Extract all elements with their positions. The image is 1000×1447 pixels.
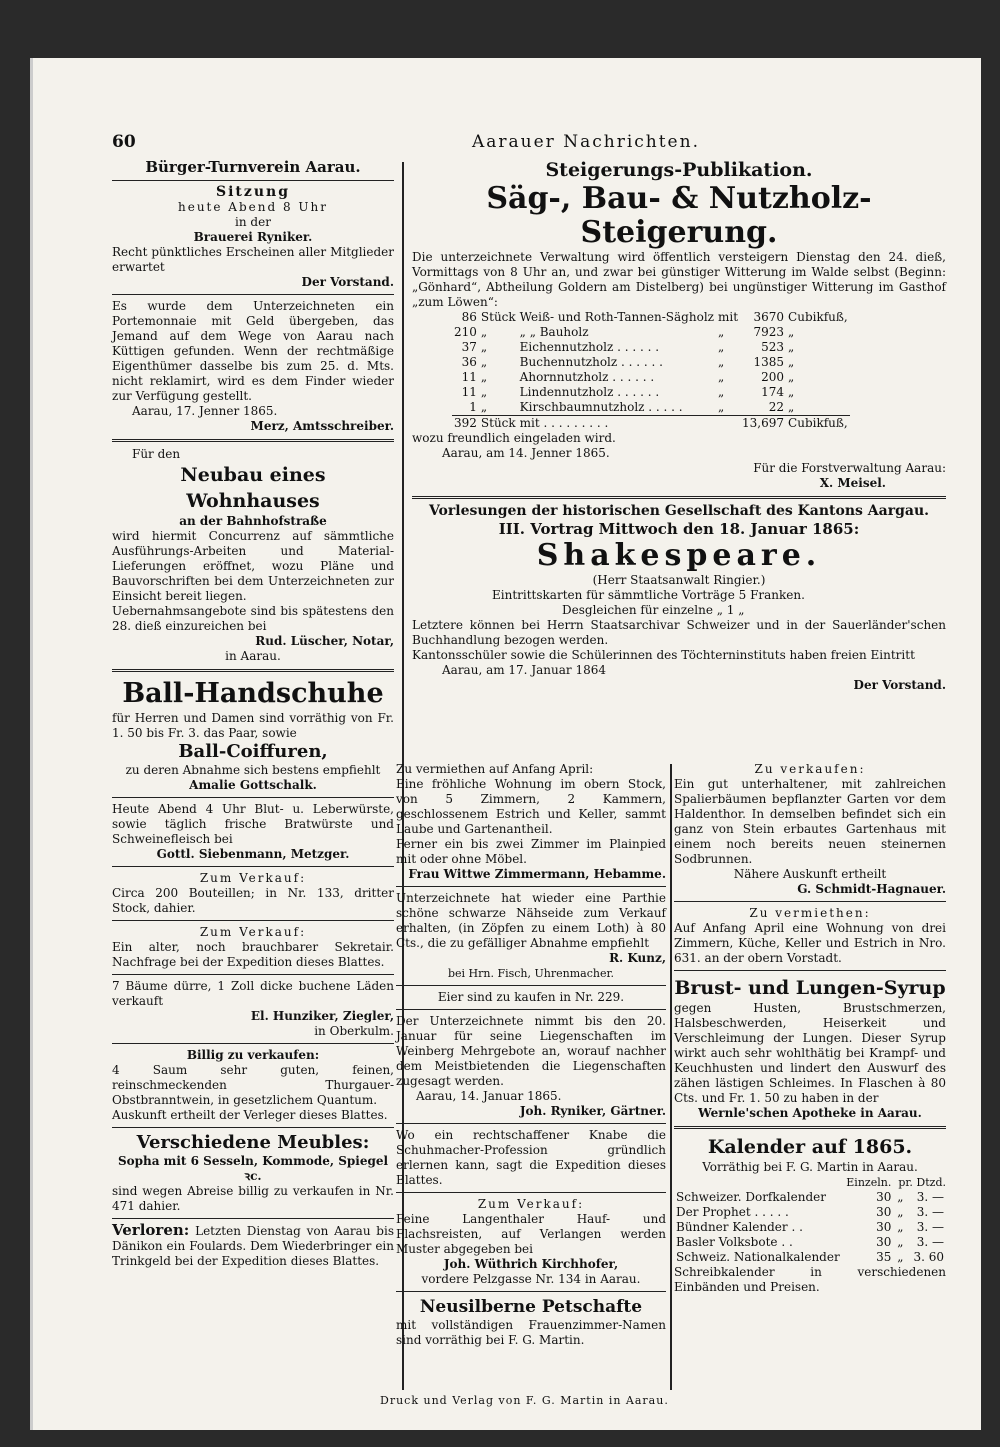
holz-cell-v: 3670	[753, 310, 785, 324]
kalender-cell-d: 3. —	[916, 1220, 944, 1234]
petschafte-title: Neusilberne Petschafte	[419, 1297, 643, 1317]
holz-cell-d: Lindennutzholz . . . . . .	[519, 385, 660, 399]
schuh-text: Wo ein rechtschaffener Knabe die Schuhmacher-Profession gründlich erlernen kann, sagt die Expedition dieses Blattes.	[396, 1128, 666, 1187]
kalender-cell-p: „	[897, 1190, 904, 1204]
petschafte-text: mit vollständigen Frauenzimmer-Namen sind vorräthig bei F. G. Martin.	[396, 1318, 666, 1347]
holz-cell-s: „	[480, 325, 488, 339]
ball-signature: Amalie Gottschalk.	[189, 778, 317, 792]
vermiethen-signature: Frau Wittwe Zimmermann, Hebamme.	[408, 867, 666, 881]
holz-cell-m: mit	[717, 310, 739, 324]
publikation-invite: wozu freundlich eingeladen wird.	[412, 431, 616, 445]
vorlesungen-subtitle: III. Vortrag Mittwoch den 18. Januar 1865:	[498, 520, 860, 538]
vorlesungen-date: Aarau, am 17. Januar 1864	[442, 663, 606, 677]
holz-cell-n: 36	[461, 355, 477, 369]
divider	[674, 970, 946, 971]
divider	[112, 294, 394, 295]
divider	[674, 901, 946, 902]
holz-cell-u: „	[788, 325, 795, 339]
holz-cell-v: 1385	[753, 355, 785, 369]
holz-total-row	[452, 416, 850, 432]
divider	[112, 1043, 394, 1044]
divider	[112, 974, 394, 975]
holz-cell-m: „	[717, 325, 725, 339]
ryniker-signature: Joh. Ryniker, Gärtner.	[519, 1104, 666, 1118]
kalender-row	[674, 1205, 946, 1220]
kalender-cell-name: Der Prophet . . . . .	[676, 1205, 789, 1219]
vorlesungen-main: Shakespeare.	[536, 538, 822, 573]
divider	[112, 797, 394, 798]
vermiethen2-text: Auf Anfang April eine Wohnung von drei Zimmern, Küche, Keller und Estrich in Nro. 631. an der obern Vorstadt.	[674, 921, 946, 965]
seide-text: Unterzeichnete hat wieder eine Parthie schöne schwarze Nähseide zum Verkauf erhalten, (in Zöpfen zu einem Loth) à 80 Cts., die zu gefälliger Abnahme empfiehlt	[396, 891, 666, 950]
kalender-table	[674, 1190, 946, 1265]
holz-cell-m: „	[717, 340, 725, 354]
turnverein-text: Recht pünktliches Erscheinen aller Mitglieder erwartet	[112, 245, 394, 274]
vermiethen2-title: Zu vermiethen:	[749, 906, 871, 920]
holz-cell-n: 37	[461, 340, 477, 354]
holz-cell-n: 210	[454, 325, 477, 339]
hanf-signature: Joh. Wüthrich Kirchhofer,	[443, 1257, 619, 1271]
kalender-title: Kalender auf 1865.	[707, 1136, 913, 1158]
kalender-head-dtzd: pr. Dtzd.	[898, 1176, 946, 1189]
publikation-sign2: X. Meisel.	[819, 476, 886, 490]
turnverein-time: heute Abend 8 Uhr	[178, 200, 328, 214]
kalender-cell-e: 30	[876, 1190, 892, 1204]
holz-cell-d: Weiß- und Roth-Tannen-Sägholz	[519, 310, 714, 324]
kalender-cell-name: Schweizer. Dorfkalender	[676, 1190, 826, 1204]
kalender-cell-p: „	[897, 1235, 904, 1249]
divider	[396, 1192, 666, 1193]
holz-cell-s: „	[480, 385, 488, 399]
kalender-row	[674, 1190, 946, 1205]
billig-title: Billig zu verkaufen:	[186, 1048, 320, 1062]
vorlesungen-eintritt: Kantonsschüler sowie die Schülerinnen des Töchterninstituts haben freien Eintritt	[412, 648, 915, 662]
column-rule-right	[670, 764, 672, 1390]
holz-cell-d: Eichennutzholz . . . . . .	[519, 340, 660, 354]
holz-cell-m: „	[717, 400, 725, 414]
divider	[396, 985, 666, 986]
verkauf2-text: Ein alter, noch brauchbarer Sekretair. Nachfrage bei der Expedition dieses Blattes.	[112, 940, 394, 969]
vorlesungen-bezug: Letztere können bei Herrn Staatsarchivar Schweizer und in der Sauerländer'schen Buchhandlung bezogen werden.	[412, 618, 946, 647]
billig-text2: Auskunft ertheilt der Verleger dieses Blattes.	[112, 1108, 388, 1122]
publikation-date: Aarau, am 14. Jenner 1865.	[442, 446, 610, 460]
page-header	[112, 132, 932, 154]
kalender-foot: Schreibkalender in verschiedenen Einbänden und Preisen.	[674, 1265, 946, 1294]
holz-row	[452, 370, 850, 385]
vorlesungen-einzeln: Desgleichen für einzelne „ 1 „	[562, 603, 745, 617]
column-right-bottom	[674, 762, 946, 1295]
holz-cell-u: „	[788, 355, 795, 369]
ball-text: für Herren und Damen sind vorräthig von Fr. 1. 50 bis Fr. 3. das Paar, sowie	[112, 711, 394, 740]
holz-cell-u: „	[788, 340, 795, 354]
turnverein-signature: Der Vorstand.	[301, 275, 394, 289]
kalender-cell-name: Basler Volksbote . .	[676, 1235, 793, 1249]
divider	[112, 439, 394, 442]
holz-total-d: mit . . . . . . . . .	[519, 416, 609, 430]
divider	[112, 920, 394, 921]
syrup-text: gegen Husten, Brustschmerzen, Halsbeschwerden, Heiserkeit und Verschleimung der Lungen. Dieser Syrup wirkt auch sehr wohlthätig bei Krampf- und Keuchhusten und lindert den Auswurf des zähen lästigen Schleimes. In Flaschen à 80 Cts. und Fr. 1. 50 zu haben in der	[674, 1001, 946, 1105]
vermiethen-text2: Ferner ein bis zwei Zimmer im Plainpied mit oder ohne Möbel.	[396, 837, 666, 866]
publikation-sign1: Für die Forstverwaltung Aarau:	[753, 461, 946, 475]
holz-cell-d: „ „ Bauholz	[519, 325, 589, 339]
holz-cell-m: „	[717, 355, 725, 369]
holz-cell-n: 11	[461, 370, 477, 384]
verloren-title: Verloren:	[112, 1221, 190, 1239]
seide-location: bei Hrn. Fisch, Uhrenmacher.	[447, 967, 615, 980]
holz-cell-v: 200	[761, 370, 785, 384]
turnverein-sitzung: Sitzung	[216, 184, 290, 200]
holz-row	[452, 355, 850, 370]
kalender-cell-d: 3. —	[916, 1205, 944, 1219]
vermiethen-text: Eine fröhliche Wohnung im obern Stock, von 5 Zimmern, 2 Kammern, geschlossenem Estrich und Keller, sammt Laube und Gartenantheil.	[396, 777, 666, 836]
column-right-top	[412, 158, 946, 693]
ball-text2: zu deren Abnahme sich bestens empfiehlt	[125, 763, 381, 777]
holz-cell-s: „	[480, 340, 488, 354]
seide-signature: R. Kunz,	[609, 951, 666, 965]
publikation-main: Säg-, Bau- & Nutzholz-Steigerung.	[486, 181, 872, 250]
syrup-title: Brust- und Lungen-Syrup	[674, 977, 946, 999]
neubau-subtitle: an der Bahnhofstraße	[179, 514, 327, 528]
holz-cell-v: 7923	[753, 325, 785, 339]
kalender-head-einzeln: Einzeln.	[846, 1176, 892, 1189]
billig-text: 4 Saum sehr guten, feinen, reinschmeckenden Thurgauer-Obstbranntwein, in gesetzlichem Quantum.	[112, 1063, 394, 1107]
kalender-subtitle: Vorräthig bei F. G. Martin in Aarau.	[702, 1160, 918, 1174]
verloren-text: Letzten Dienstag von Aarau bis Dänikon ein Foulards. Dem Wiederbringer ein Trinkgeld bei der Expedition dieses Blattes.	[112, 1224, 394, 1268]
garten-signature: G. Schmidt-Hagnauer.	[797, 882, 946, 896]
kalender-cell-name: Schweiz. Nationalkalender	[676, 1250, 840, 1264]
divider	[112, 1127, 394, 1128]
holz-table	[452, 310, 850, 431]
holz-total-v: 13,697	[742, 416, 785, 430]
holz-cell-u: „	[788, 370, 795, 384]
holz-cell-s: „	[480, 400, 488, 414]
holz-cell-v: 523	[761, 340, 785, 354]
verkauf1-title: Zum Verkauf:	[199, 871, 307, 885]
holz-cell-n: 1	[469, 400, 477, 414]
holz-row	[452, 385, 850, 400]
kalender-cell-d: 3. —	[916, 1190, 944, 1204]
vorlesungen-title: Vorlesungen der historischen Gesellschaft des Kantons Aargau.	[428, 503, 929, 519]
verkauf2-title: Zum Verkauf:	[199, 925, 307, 939]
holz-cell-m: „	[717, 385, 725, 399]
divider	[674, 1126, 946, 1129]
baum-location: in Oberkulm.	[314, 1024, 394, 1038]
kalender-cell-p: „	[897, 1250, 904, 1264]
neubau-text2: Uebernahmsangebote sind bis spätestens den 28. dieß einzureichen bei	[112, 604, 394, 633]
publikation-text: Die unterzeichnete Verwaltung wird öffentlich versteigern Dienstag den 24. dieß, Vormittags von 8 Uhr an, und zwar bei günstiger Witterung im Walde selbst (Beginn: „Gönhard“, Abtheilung Goldern am Distelberg) bei ungünstiger Witterung im Gasthof „zum Löwen“:	[412, 250, 946, 309]
hanf-text: Feine Langenthaler Hauf- und Flachsreisten, auf Verlangen werden Muster abgegeben bei	[396, 1212, 666, 1256]
fund-date: Aarau, 17. Jenner 1865.	[132, 404, 278, 418]
kalender-cell-e: 30	[876, 1235, 892, 1249]
divider	[396, 1123, 666, 1124]
holz-total-n: 392	[454, 416, 477, 430]
eier-text: Eier sind zu kaufen in Nr. 229.	[437, 990, 625, 1004]
ball-title: Ball-Handschuhe	[122, 678, 384, 709]
meubles-subtitle: Sopha mit 6 Sesseln, Kommode, Spiegel ꝛc.	[117, 1154, 389, 1183]
fund-signature: Merz, Amtsschreiber.	[250, 419, 394, 433]
newspaper-title: Aarauer Nachrichten.	[472, 132, 700, 152]
kalender-row	[674, 1235, 946, 1250]
wurst-text: Heute Abend 4 Uhr Blut- u. Leberwürste, sowie täglich frische Bratwürste und Schweinefleisch bei	[112, 802, 394, 846]
holz-cell-s: „	[480, 370, 488, 384]
meubles-title: Verschiedene Meubles:	[136, 1132, 370, 1153]
holz-cell-s: Stück	[480, 310, 516, 324]
page-number: 60	[112, 132, 136, 152]
holz-row	[452, 400, 850, 416]
kalender-cell-d: 3. 60	[913, 1250, 944, 1264]
divider	[112, 866, 394, 867]
kalender-cell-e: 30	[876, 1220, 892, 1234]
holz-cell-v: 22	[768, 400, 785, 414]
holz-cell-v: 174	[761, 385, 785, 399]
ryniker-text: Der Unterzeichnete nimmt bis den 20. Januar für seine Liegenschaften im Weinberg Mehrgebote an, worauf nachher dem Meistbietenden die Liegenschaften zugesagt werden.	[396, 1014, 666, 1088]
garten-text: Ein gut unterhaltener, mit zahlreichen Spalierbäumen bepflanzter Garten vor dem Haldenthor. In demselben befindet sich ein ganz von Stein erbautes Gartenhaus mit einem noch bereits neuen steinernen Sodbrunnen.	[674, 777, 946, 866]
kalender-cell-p: „	[897, 1205, 904, 1219]
holz-total-u: Cubikfuß,	[788, 416, 848, 430]
fund-text: Es wurde dem Unterzeichneten ein Portemonnaie mit Geld übergeben, das Jemand auf dem Wege von Aarau nach Küttigen gefunden. Wenn der rechtmäßige Eigenthümer dasselbe bis zum 25. d. Mts. nicht reklamirt, wird es dem Finder wieder zur Verfügung gestellt.	[112, 299, 394, 403]
kalender-cell-p: „	[897, 1220, 904, 1234]
syrup-signature: Wernle'schen Apotheke in Aarau.	[698, 1106, 922, 1120]
divider	[112, 669, 394, 672]
garten-title: Zu verkaufen:	[754, 762, 866, 776]
vorlesungen-who: (Herr Staatsanwalt Ringier.)	[592, 573, 766, 587]
publikation-title: Steigerungs-Publikation.	[545, 159, 813, 181]
holz-cell-u: Cubikfuß,	[788, 310, 848, 324]
wurst-signature: Gottl. Siebenmann, Metzger.	[156, 847, 350, 861]
turnverein-title: Bürger-Turnverein Aarau.	[145, 158, 361, 176]
turnverein-place: Brauerei Ryniker.	[193, 230, 313, 244]
holz-cell-u: „	[788, 385, 795, 399]
holz-cell-d: Buchennutzholz . . . . . .	[519, 355, 663, 369]
imprint: Druck und Verlag von F. G. Martin in Aarau.	[380, 1394, 669, 1407]
baum-text: 7 Bäume dürre, 1 Zoll dicke buchene Läden verkauft	[112, 979, 394, 1008]
holz-cell-d: Kirschbaumnutzholz . . . . .	[519, 400, 683, 414]
kalender-cell-name: Bündner Kalender . .	[676, 1220, 803, 1234]
ryniker-date: Aarau, 14. Januar 1865.	[416, 1089, 562, 1103]
neubau-text: wird hiermit Concurrenz auf sämmtliche Ausführungs-Arbeiten und Material-Lieferungen eröffnet, wozu Pläne und Bauvorschriften bei dem Unterzeichneten zur Einsicht bereit liegen.	[112, 529, 394, 603]
divider	[396, 886, 666, 887]
kalender-row	[674, 1250, 946, 1265]
holz-row	[452, 340, 850, 355]
kalender-cell-e: 30	[876, 1205, 892, 1219]
baum-signature: El. Hunziker, Ziegler,	[250, 1009, 394, 1023]
holz-cell-s: „	[480, 355, 488, 369]
hanf-location: vordere Pelzgasse Nr. 134 in Aarau.	[421, 1272, 641, 1286]
holz-cell-d: Ahornnutzholz . . . . . .	[519, 370, 655, 384]
verkauf1-text: Circa 200 Bouteillen; in Nr. 133, dritter Stock, dahier.	[112, 886, 394, 915]
hanf-title: Zum Verkauf:	[477, 1197, 585, 1211]
neubau-title: Neubau eines Wohnhauses	[180, 464, 326, 512]
kalender-row	[674, 1220, 946, 1235]
turnverein-in: in der	[235, 215, 271, 229]
divider	[396, 1009, 666, 1010]
divider	[412, 496, 946, 499]
holz-row	[452, 325, 850, 340]
divider	[112, 1218, 394, 1219]
holz-cell-m: „	[717, 370, 725, 384]
holz-total-s: Stück	[480, 416, 516, 430]
holz-cell-u: „	[788, 400, 795, 414]
kalender-cell-e: 35	[876, 1250, 892, 1264]
divider	[112, 180, 394, 181]
neubau-location: in Aarau.	[225, 649, 281, 663]
kalender-cell-d: 3. —	[916, 1235, 944, 1249]
vorlesungen-karten: Eintrittskarten für sämmtliche Vorträge 5 Franken.	[492, 588, 805, 602]
vorlesungen-signature: Der Vorstand.	[853, 678, 946, 692]
holz-cell-n: 11	[461, 385, 477, 399]
neubau-pre: Für den	[132, 447, 181, 461]
holz-cell-n: 86	[461, 310, 477, 324]
meubles-text: sind wegen Abreise billig zu verkaufen in Nr. 471 dahier.	[112, 1184, 394, 1213]
holz-row	[452, 310, 850, 325]
neubau-signature: Rud. Lüscher, Notar,	[255, 634, 394, 648]
ball-coiffuren: Ball-Coiffuren,	[178, 741, 328, 762]
garten-text2: Nähere Auskunft ertheilt	[733, 867, 887, 881]
column-middle-bottom	[396, 762, 666, 1348]
divider	[396, 1291, 666, 1292]
vermiethen-title: Zu vermiethen auf Anfang April:	[396, 762, 594, 776]
column-left	[112, 158, 394, 1269]
